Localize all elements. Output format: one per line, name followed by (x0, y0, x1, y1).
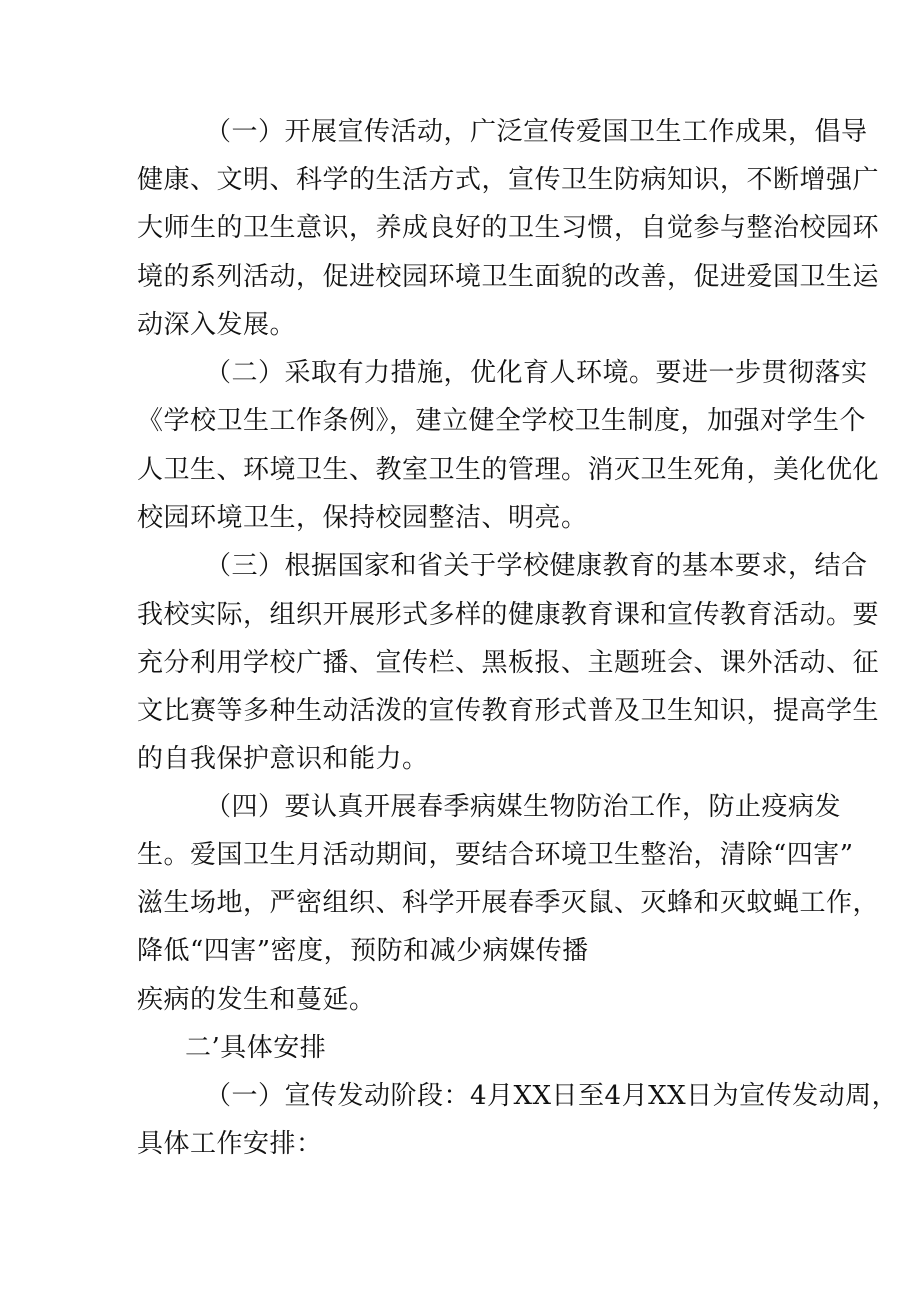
paragraph-1-line-1: （一）开展宣传活动，广泛宣传爱国卫生工作成果，倡导 (205, 117, 868, 147)
paragraph-3-line-3: 充分利用学校广播、宣传栏、黑板报、主题班会、课外活动、征 (137, 648, 880, 678)
paragraph-1-line-4: 境的系列活动，促进校园环境卫生面貌的改善，促进爱国卫生运 (137, 262, 880, 292)
paragraph-3-line-2: 我校实际，组织开展形式多样的健康教育课和宣传教育活动。要 (137, 600, 880, 630)
paragraph-1-line-2: 健康、文明、科学的生活方式，宣传卫生防病知识，不断增强广 (137, 165, 880, 195)
paragraph-4-line-4: 降低“四害”密度，预防和减少病媒传播 (137, 936, 589, 966)
paragraph-3-line-5: 的自我保护意识和能力。 (137, 744, 429, 774)
paragraph-2-line-4: 校园环境卫生，保持校园整洁、明亮。 (137, 503, 588, 533)
paragraph-4-line-1: （四）要认真开展春季病媒生物防治工作，防止疫病发 (205, 792, 842, 822)
paragraph-3-line-4: 文比赛等多种生动活泼的宣传教育形式普及卫生知识，提高学生 (137, 696, 880, 726)
paragraph-4-line-5: 疾病的发生和蔓延。 (137, 985, 376, 1015)
paragraph-2-line-3: 人卫生、环境卫生、教室卫生的管理。消灭卫生死角，美化优化 (137, 455, 880, 485)
paragraph-4-line-2: 生。爱国卫生月活动期间，要结合环境卫生整治，清除“四害” (137, 840, 854, 870)
paragraph-2-line-1: （二）采取有力措施，优化育人环境。要进一步贯彻落实 (205, 358, 868, 388)
section-heading: 二’具体安排 (185, 1033, 327, 1063)
paragraph-2-line-2: 《学校卫生工作条例》，建立健全学校卫生制度，加强对学生个 (137, 406, 867, 436)
paragraph-5-line-2: 具体工作安排： (137, 1129, 323, 1159)
paragraph-5-line-1: （一）宣传发动阶段：4月XX日至4月XX日为宣传发动周， (205, 1081, 899, 1111)
paragraph-1-line-5: 动深入发展。 (137, 310, 297, 340)
paragraph-4-line-3: 滋生场地，严密组织、科学开展春季灭鼠、灭蜂和灭蚊蝇工作， (137, 888, 880, 918)
paragraph-1-line-3: 大师生的卫生意识，养成良好的卫生习惯，自觉参与整治校园环 (137, 213, 880, 243)
paragraph-3-line-1: （三）根据国家和省关于学校健康教育的基本要求，结合 (205, 551, 868, 581)
